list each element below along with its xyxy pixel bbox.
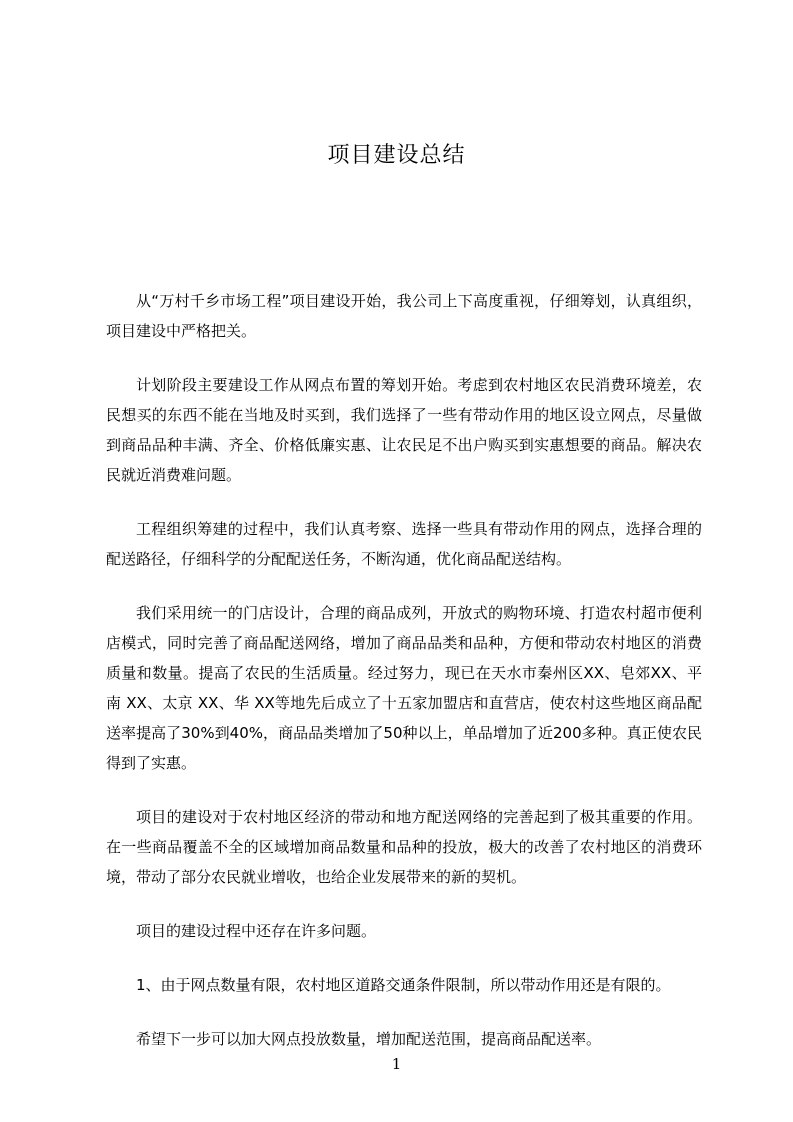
paragraph-problems: 项目的建设过程中还存在许多问题。 [136,922,377,940]
document-title: 项目建设总结 [327,143,466,168]
paragraph-store-design: 我们采用统一的门店设计，合理的商品成列，开放式的购物环境、打造农村超市便利店模式，同时完善了商品配送网络，增加了商品品类和品种，方便和带动农村地区的消费质量和数量。提高了农民的生活质量。经过努力，现已在天水市秦州区XX、皂郊XX、平南 XX、太京 XX、华 XX等地先后成立了十五家加盟店和直营店，使农村这些地区商品配送率提高了30%到40%，商品品类增加了50种以上，单品增加了近200多种。真正使农民得到了实惠。 [106,604,702,772]
page-number: 1 [391,1055,402,1073]
paragraph-organization: 工程组织筹建的过程中，我们认真考察、选择一些具有带动作用的网点，选择合理的配送路径，仔细科学的分配配送任务，不断沟通，优化商品配送结构。 [106,520,702,568]
paragraph-problem-1: 1、由于网点数量有限，农村地区道路交通条件限制，所以带动作用还是有限的。 [136,976,671,994]
paragraph-outlook: 希望下一步可以加大网点投放数量，增加配送范围，提高商品配送率。 [136,1030,602,1048]
paragraph-intro: 从“万村千乡市场工程”项目建设开始，我公司上下高度重视，仔细筹划，认真组织，项目建设中严格把关。 [106,292,702,340]
document-body [106,286,702,1054]
paragraph-impact: 项目的建设对于农村地区经济的带动和地方配送网络的完善起到了极其重要的作用。在一些商品覆盖不全的区域增加商品数量和品种的投放，极大的改善了农村地区的消费环境，带动了部分农民就业增收，也给企业发展带来的新的契机。 [106,808,702,886]
paragraph-planning: 计划阶段主要建设工作从网点布置的筹划开始。考虑到农村地区农民消费环境差，农民想买的东西不能在当地及时买到，我们选择了一些有带动作用的地区设立网点，尽量做到商品品种丰满、齐全、价格低廉实惠、让农民足不出户购买到实惠想要的商品。解决农民就近消费难问题。 [106,376,702,484]
